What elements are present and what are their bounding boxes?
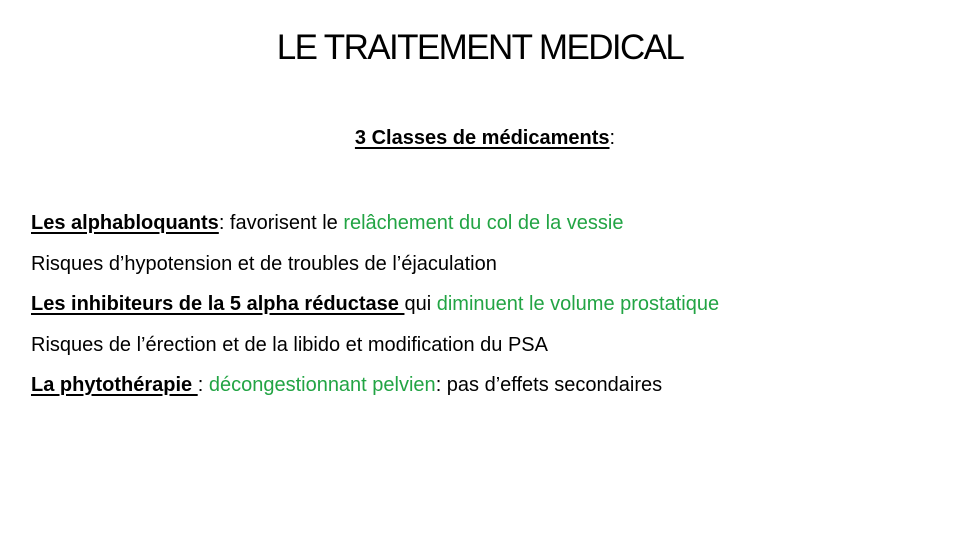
term-inhibiteurs: Les inhibiteurs de la 5 alpha réductase [31, 293, 405, 315]
line-separator: : [197, 374, 209, 396]
line-separator: qui [404, 293, 437, 315]
highlight-text: décongestionnant pelvien [208, 374, 436, 396]
line-rest: : pas d’effets secondaires [435, 374, 663, 396]
slide-title: LE TRAITEMENT MEDICAL [276, 28, 684, 67]
line-alphabloquants [31, 203, 956, 244]
line-inhibiteurs [31, 284, 956, 325]
slide-body [31, 203, 956, 406]
highlight-text: diminuent le volume prostatique [436, 293, 720, 315]
highlight-text: relâchement du col de la vessie [343, 212, 624, 234]
subtitle-label: 3 Classes de médicaments [354, 127, 610, 149]
line-phytotherapie [31, 365, 956, 406]
slide-subtitle [0, 124, 960, 152]
term-phytotherapie: La phytothérapie [31, 374, 198, 396]
line-risques-erection: Risques de l’érection et de la libido et modification du PSA [31, 333, 548, 356]
term-alphabloquants: Les alphabloquants [31, 212, 219, 234]
subtitle-colon: : [609, 127, 616, 149]
line-risques-hypotension: Risques d’hypotension et de troubles de l’éjaculation [31, 252, 497, 275]
line-separator: : favorisent le [218, 212, 344, 234]
